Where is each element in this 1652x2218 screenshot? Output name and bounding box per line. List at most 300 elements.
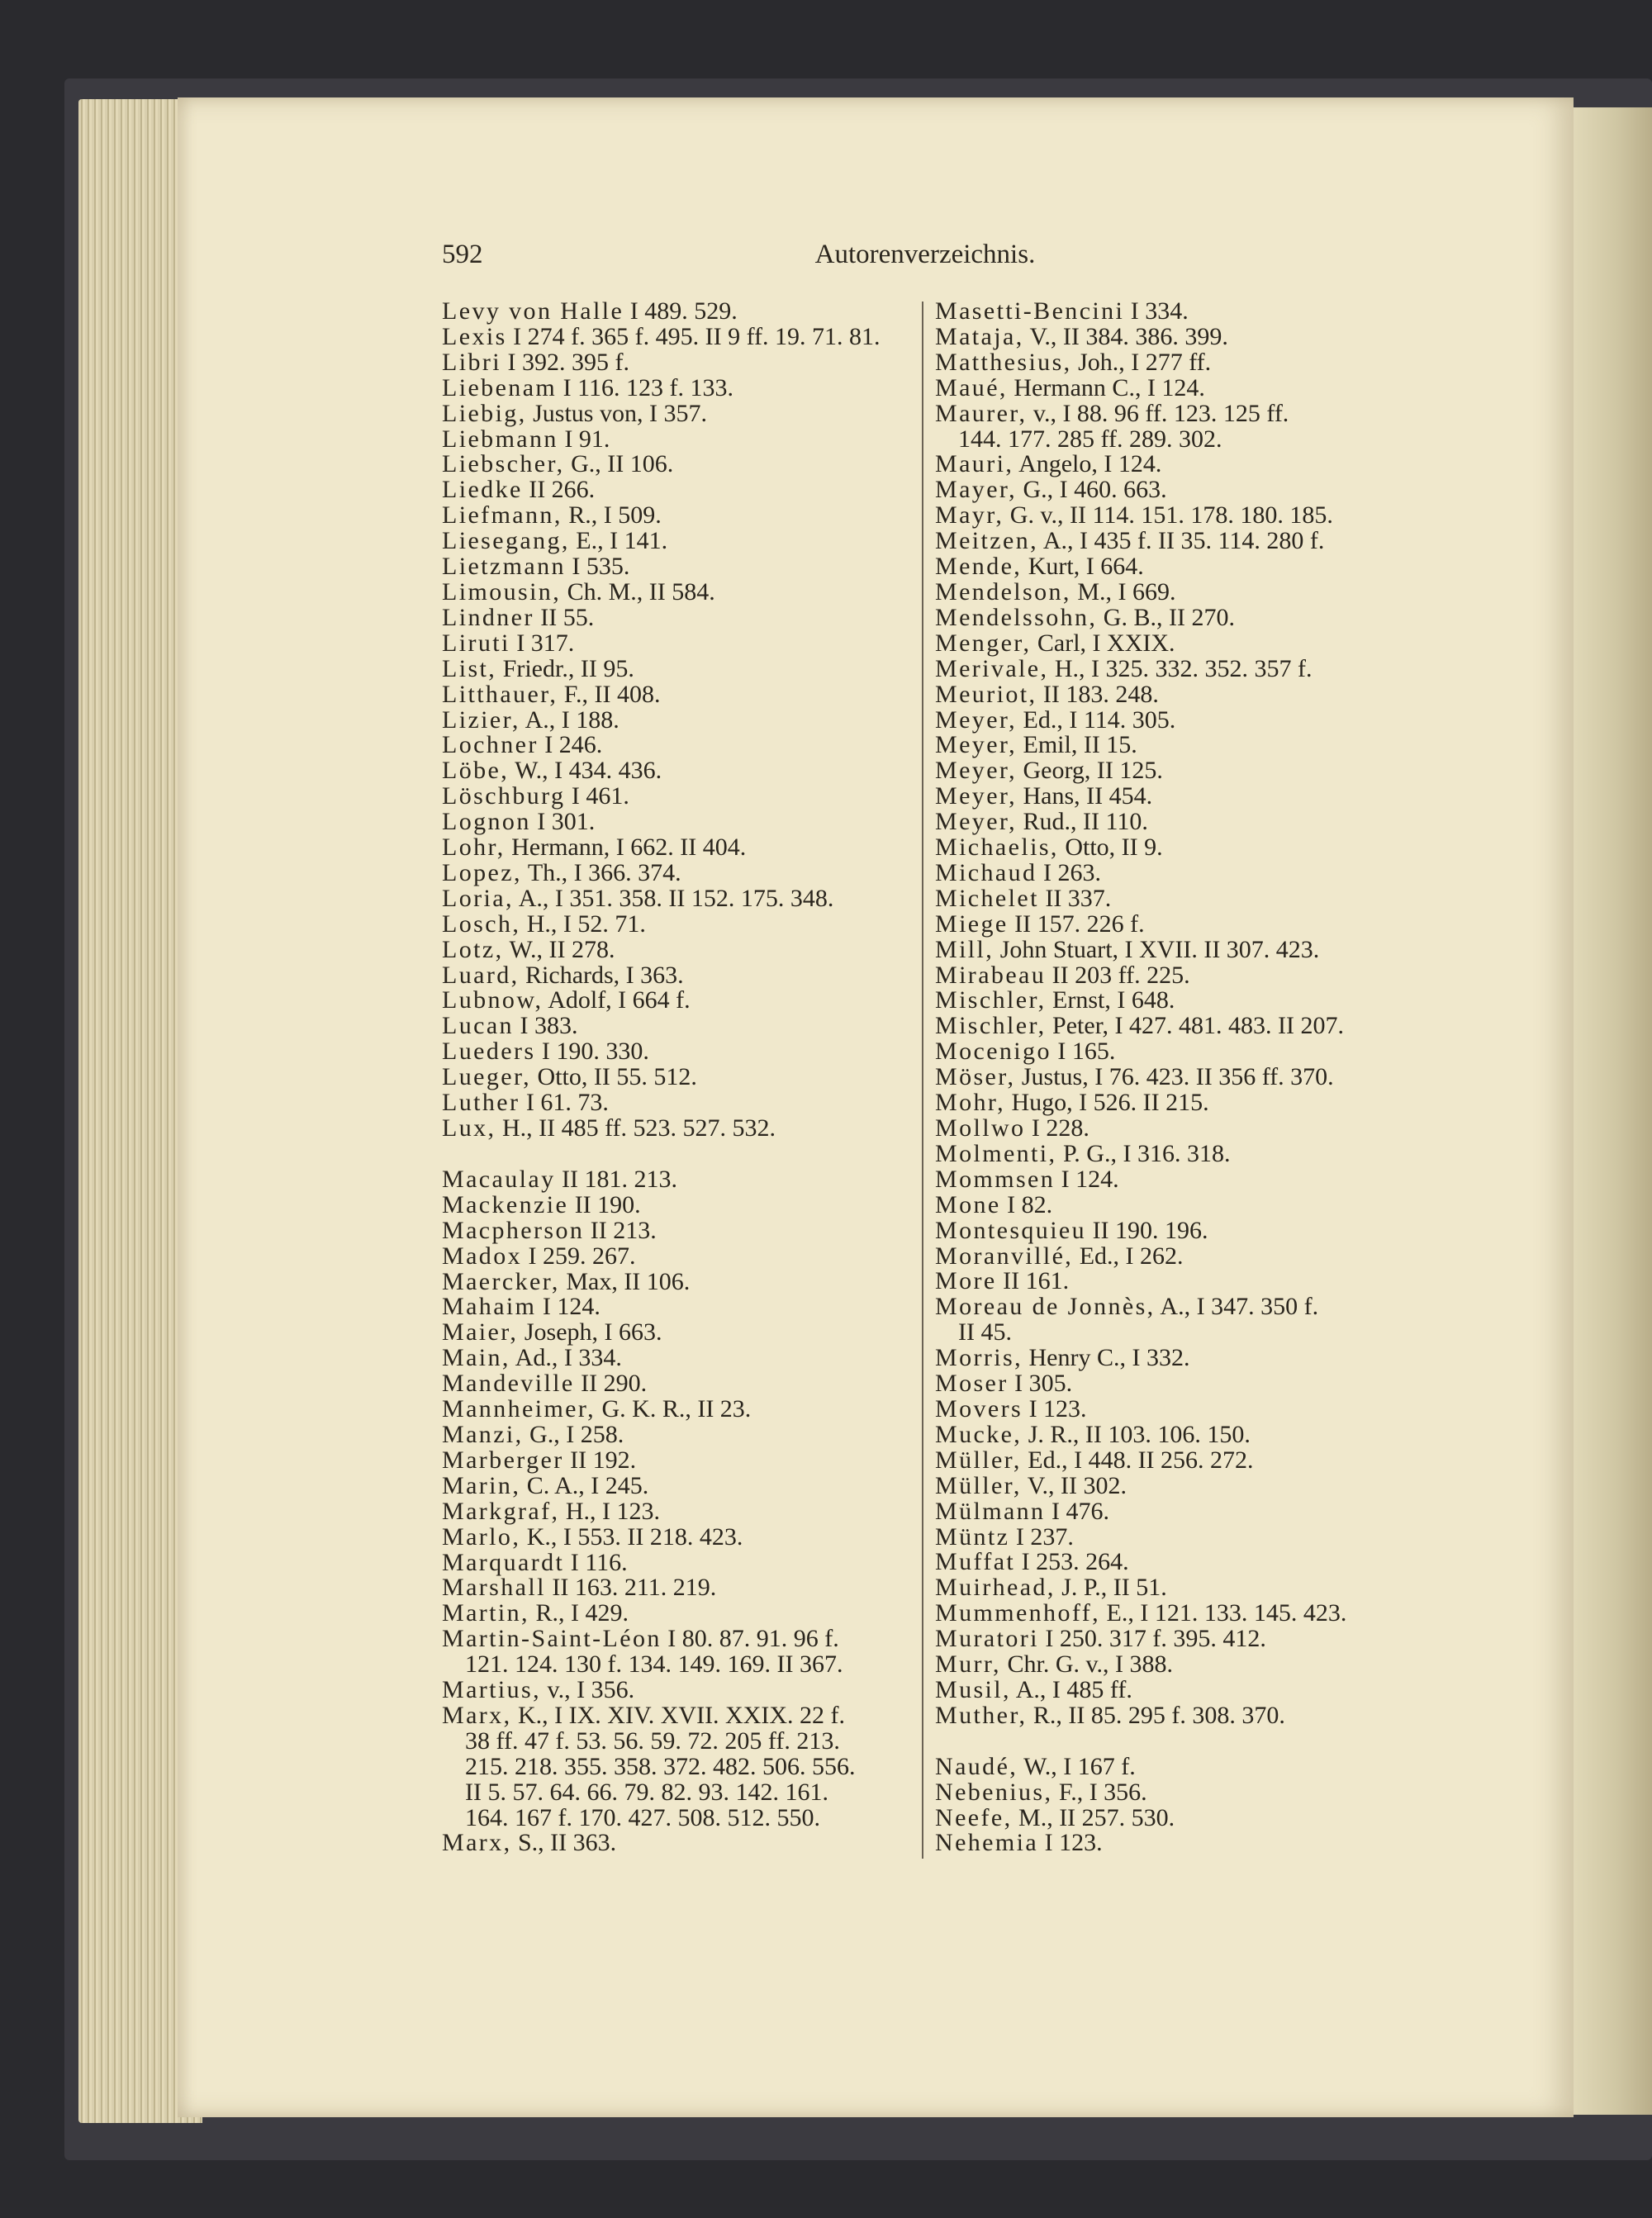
index-entry bbox=[935, 1244, 1414, 1270]
index-entry bbox=[442, 858, 913, 886]
page-references: J. R., II 103. 106. 150. bbox=[1022, 1420, 1251, 1448]
page-references: I 535. bbox=[565, 553, 630, 581]
page-references-continued: 164. 167 f. 170. 427. 508. 512. 550. bbox=[465, 1803, 820, 1831]
page-references: I 116. bbox=[564, 1548, 628, 1576]
index-entry bbox=[935, 810, 1414, 835]
index-entry bbox=[935, 1803, 1414, 1831]
author-name: Muratori bbox=[935, 1625, 1039, 1653]
author-name: Meitzen, bbox=[935, 527, 1038, 555]
index-entry bbox=[935, 912, 1414, 938]
author-name: Liebig, bbox=[442, 399, 527, 427]
page-references: Otto, II 9. bbox=[1058, 834, 1163, 862]
author-name: Marlo, bbox=[442, 1522, 521, 1551]
page-references: P. G., I 316. 318. bbox=[1056, 1139, 1231, 1167]
page-references: I 334. bbox=[1124, 297, 1189, 325]
author-name: Liedke bbox=[442, 476, 523, 504]
author-name: Michaud bbox=[935, 858, 1037, 886]
page-references: Hans, II 454. bbox=[1017, 782, 1153, 810]
index-entry bbox=[442, 529, 913, 554]
page-references: Chr. G. v., I 388. bbox=[1000, 1650, 1174, 1679]
index-entry bbox=[935, 682, 1414, 708]
page-references: I 259. 267. bbox=[522, 1242, 636, 1270]
index-entry bbox=[442, 835, 913, 861]
page-references: II 55. bbox=[534, 603, 595, 631]
page-references: I 124. bbox=[1055, 1165, 1119, 1193]
page-references: C. A., I 245. bbox=[520, 1471, 649, 1499]
page-references: II 203 ff. 225. bbox=[1046, 961, 1190, 989]
index-entry bbox=[442, 1448, 913, 1474]
page-references: Joseph, I 663. bbox=[518, 1318, 662, 1346]
page-references: I 91. bbox=[558, 425, 610, 453]
author-name: Mendelssohn, bbox=[935, 603, 1098, 631]
author-name: Martin, bbox=[442, 1599, 529, 1627]
index-entry bbox=[935, 350, 1414, 376]
author-name: Michaelis, bbox=[935, 834, 1059, 862]
author-name: Murr, bbox=[935, 1650, 1001, 1679]
page-references: Ed., I 448. II 256. 272. bbox=[1021, 1446, 1254, 1474]
index-column-right bbox=[935, 299, 1414, 1856]
author-name: Marberger bbox=[442, 1446, 564, 1474]
page-references: I 274 f. 365 f. 495. II 9 ff. 19. 71. 81. bbox=[506, 322, 881, 350]
author-name: Levy von Halle bbox=[442, 297, 624, 325]
page-references: Richards, I 363. bbox=[519, 961, 684, 989]
page-references: A., I 188. bbox=[520, 705, 620, 734]
author-name: Luard, bbox=[442, 961, 520, 989]
author-name: Lueger, bbox=[442, 1063, 532, 1091]
author-name: Mayr, bbox=[935, 501, 1004, 530]
index-entry bbox=[935, 935, 1414, 963]
index-entry bbox=[442, 1678, 913, 1703]
index-entry bbox=[442, 963, 913, 989]
index-entry bbox=[442, 350, 913, 376]
index-entry bbox=[935, 654, 1414, 682]
index-entry bbox=[442, 1090, 913, 1116]
index-entry bbox=[442, 322, 913, 350]
index-entry bbox=[442, 1371, 913, 1397]
author-name: Madox bbox=[442, 1242, 522, 1270]
author-name: Mirabeau bbox=[935, 961, 1047, 989]
page-references: II 157. 226 f. bbox=[1008, 910, 1145, 938]
page-references: I 301. bbox=[530, 808, 596, 836]
author-name: Lindner bbox=[442, 603, 534, 631]
index-entry bbox=[442, 705, 913, 734]
index-entry bbox=[935, 858, 1414, 886]
index-entry bbox=[935, 1218, 1414, 1244]
page-references: I 123. bbox=[1038, 1829, 1103, 1857]
author-name: Mayer, bbox=[935, 476, 1017, 504]
column-divider bbox=[922, 302, 923, 1859]
index-entry bbox=[935, 886, 1414, 912]
page-references: G. B., II 270. bbox=[1097, 603, 1235, 631]
index-entry bbox=[442, 988, 913, 1014]
page-references: I 190. 330. bbox=[535, 1038, 649, 1066]
author-name: Moser bbox=[935, 1370, 1009, 1398]
page-references: I 317. bbox=[510, 629, 575, 657]
index-entry bbox=[935, 1139, 1414, 1167]
index-entry bbox=[442, 1575, 913, 1601]
index-entry bbox=[442, 1244, 913, 1270]
index-entry bbox=[935, 1703, 1414, 1729]
page-references: I 228. bbox=[1025, 1114, 1089, 1142]
running-title: Autorenverzeichnis. bbox=[814, 240, 1036, 269]
author-name: Macpherson bbox=[442, 1216, 585, 1244]
author-name: Litthauer, bbox=[442, 680, 558, 708]
author-name: Losch, bbox=[442, 910, 521, 938]
author-name: Meyer, bbox=[935, 705, 1017, 734]
page-references: W., I 434. 436. bbox=[509, 757, 662, 785]
page-references: II 192. bbox=[563, 1446, 637, 1474]
index-entry bbox=[935, 1422, 1414, 1448]
page-references: F., II 408. bbox=[558, 680, 661, 708]
page-references: II 161. bbox=[996, 1267, 1070, 1295]
author-name: Meyer, bbox=[935, 782, 1017, 810]
index-entry bbox=[935, 401, 1414, 453]
index-entry bbox=[935, 835, 1414, 861]
index-entry bbox=[935, 1167, 1414, 1193]
page-references-continued: II 45. bbox=[958, 1318, 1012, 1346]
author-name: More bbox=[935, 1267, 997, 1295]
index-entry bbox=[442, 1422, 913, 1448]
author-name: Neefe, bbox=[935, 1803, 1013, 1831]
page-references: v., I 356. bbox=[541, 1676, 635, 1704]
page-references: H., I 52. 71. bbox=[520, 910, 646, 938]
author-name: Matthesius, bbox=[935, 348, 1072, 376]
index-entry bbox=[442, 631, 913, 657]
index-entry bbox=[442, 1522, 913, 1551]
page-references: Carl, I XXIX. bbox=[1031, 629, 1175, 657]
index-entry bbox=[442, 1831, 913, 1856]
index-entry bbox=[935, 1471, 1414, 1499]
page-number: 592 bbox=[442, 240, 483, 269]
author-name: Lizier, bbox=[442, 705, 520, 734]
page-references: J. P., II 51. bbox=[1055, 1574, 1167, 1602]
author-name: Main, bbox=[442, 1344, 510, 1372]
index-entry bbox=[935, 503, 1414, 529]
author-name: Muffat bbox=[935, 1548, 1016, 1576]
author-name: Liebmann bbox=[442, 425, 558, 453]
index-entry bbox=[935, 1522, 1414, 1551]
author-name: Masetti-Bencini bbox=[935, 297, 1125, 325]
page-references: Kurt, I 664. bbox=[1022, 553, 1144, 581]
page-references: W., II 278. bbox=[503, 935, 615, 963]
page-references: I 489. 529. bbox=[624, 297, 738, 325]
page-references: Hermann, I 662. II 404. bbox=[505, 834, 747, 862]
index-entry bbox=[442, 452, 913, 477]
index-entry bbox=[935, 758, 1414, 784]
index-entry bbox=[935, 733, 1414, 758]
author-name: Maercker, bbox=[442, 1267, 560, 1295]
author-name: Lucan bbox=[442, 1012, 514, 1040]
author-name: Lux, bbox=[442, 1114, 496, 1142]
page-references: A., I 435 f. II 35. 114. 280 f. bbox=[1038, 527, 1325, 555]
page-references: G. v., II 114. 151. 178. 180. 185. bbox=[1004, 501, 1333, 530]
author-name: Muirhead, bbox=[935, 1574, 1056, 1602]
author-name: Morris, bbox=[935, 1344, 1023, 1372]
index-entry bbox=[935, 1394, 1414, 1422]
author-name: Marin, bbox=[442, 1471, 521, 1499]
index-entry bbox=[935, 1039, 1414, 1065]
page-references: I 461. bbox=[565, 782, 629, 810]
page-references: Justus, I 76. 423. II 356 ff. 370. bbox=[1015, 1063, 1334, 1091]
author-name: Liebenam bbox=[442, 373, 558, 401]
index-entry bbox=[442, 1499, 913, 1525]
index-entry bbox=[442, 1065, 913, 1090]
index-entry bbox=[935, 322, 1414, 350]
section-gap bbox=[442, 1142, 913, 1167]
author-name: Lubnow, bbox=[442, 986, 544, 1014]
page-references: E., I 121. 133. 145. 423. bbox=[1100, 1599, 1347, 1627]
page-references: R., II 85. 295 f. 308. 370. bbox=[1027, 1701, 1285, 1729]
author-name: Mucke, bbox=[935, 1420, 1023, 1448]
page-references: I 124. bbox=[536, 1293, 601, 1321]
author-name: Maué, bbox=[935, 373, 1008, 401]
author-name: Lohr, bbox=[442, 834, 506, 862]
page-references: Henry C., I 332. bbox=[1022, 1344, 1190, 1372]
page-references-continued: II 5. 57. 64. 66. 79. 82. 93. 142. 161. bbox=[465, 1778, 828, 1806]
page-references: I 263. bbox=[1037, 858, 1101, 886]
author-name: Lexis bbox=[442, 322, 507, 350]
index-entry bbox=[442, 401, 913, 427]
page-references: Hugo, I 526. II 215. bbox=[1004, 1089, 1209, 1117]
author-name: Mummenhoff, bbox=[935, 1599, 1100, 1627]
page-references-continued: 121. 124. 130 f. 134. 149. 169. II 367. bbox=[465, 1650, 843, 1679]
page-references: F., I 356. bbox=[1052, 1778, 1147, 1806]
author-name: Lopez, bbox=[442, 858, 522, 886]
page-references: II 337. bbox=[1038, 884, 1112, 912]
author-name: Marshall bbox=[442, 1574, 546, 1602]
index-entry bbox=[442, 810, 913, 835]
author-name: Meyer, bbox=[935, 808, 1017, 836]
page-references: M., I 669. bbox=[1070, 577, 1176, 606]
page-references: S., II 363. bbox=[511, 1829, 617, 1857]
author-name: Manzi, bbox=[442, 1420, 524, 1448]
page-references: K., I IX. XIV. XVII. XXIX. 22 f. bbox=[511, 1701, 846, 1729]
index-entry bbox=[442, 1346, 913, 1371]
index-entry bbox=[442, 427, 913, 453]
author-name: Meuriot, bbox=[935, 680, 1037, 708]
page-references: I 250. 317 f. 395. 412. bbox=[1038, 1625, 1266, 1653]
index-entry bbox=[935, 1831, 1414, 1856]
page-references: I 305. bbox=[1008, 1370, 1073, 1398]
page-references: G., I 258. bbox=[523, 1420, 624, 1448]
author-name: Mandeville bbox=[442, 1370, 575, 1398]
index-entry bbox=[442, 1218, 913, 1244]
page-references: Max, II 106. bbox=[559, 1267, 691, 1295]
index-entry bbox=[935, 1116, 1414, 1142]
author-name: Marx, bbox=[442, 1701, 512, 1729]
index-entry bbox=[442, 603, 913, 631]
page-references: II 190. bbox=[568, 1190, 641, 1218]
index-entry bbox=[442, 1471, 913, 1499]
author-name: Mende, bbox=[935, 553, 1023, 581]
index-entry bbox=[935, 1627, 1414, 1652]
index-entry bbox=[935, 554, 1414, 580]
index-entry bbox=[935, 963, 1414, 989]
index-entry bbox=[442, 1116, 913, 1142]
author-name: Nehemia bbox=[935, 1829, 1039, 1857]
index-entry bbox=[935, 1675, 1414, 1703]
page-references: G. K. R., II 23. bbox=[595, 1395, 752, 1423]
page-references: II 163. 211. 219. bbox=[545, 1574, 717, 1602]
author-name: Mohr, bbox=[935, 1089, 1005, 1117]
index-entry bbox=[442, 784, 913, 810]
page-references-continued: 38 ff. 47 f. 53. 56. 59. 72. 205 ff. 213. bbox=[465, 1726, 840, 1755]
index-entry bbox=[442, 1320, 913, 1346]
page-references: A., I 351. 358. II 152. 175. 348. bbox=[513, 884, 834, 912]
index-entry bbox=[935, 1294, 1414, 1346]
index-entry bbox=[935, 452, 1414, 477]
index-entry bbox=[442, 1014, 913, 1039]
author-name: Miege bbox=[935, 910, 1009, 938]
index-entry bbox=[442, 1601, 913, 1627]
page-references: Angelo, I 124. bbox=[1014, 450, 1162, 478]
index-entry bbox=[935, 1752, 1414, 1780]
author-name: Mischler, bbox=[935, 1012, 1047, 1040]
index-entry bbox=[442, 1167, 913, 1193]
author-name: Mendelson, bbox=[935, 577, 1071, 606]
index-entry bbox=[935, 631, 1414, 657]
author-name: Lognon bbox=[442, 808, 531, 836]
index-entry bbox=[442, 912, 913, 938]
page-references: I 82. bbox=[1000, 1190, 1053, 1218]
index-entry bbox=[442, 1627, 913, 1678]
author-name: Muther, bbox=[935, 1701, 1028, 1729]
author-name: Mauri, bbox=[935, 450, 1014, 478]
index-entry bbox=[442, 1190, 913, 1218]
index-entry bbox=[935, 1601, 1414, 1627]
page-references: Emil, II 15. bbox=[1017, 731, 1137, 759]
index-entry bbox=[442, 886, 913, 912]
index-entry bbox=[442, 758, 913, 784]
index-entry bbox=[935, 1065, 1414, 1090]
index-entry bbox=[442, 477, 913, 503]
index-entry bbox=[442, 1703, 913, 1831]
author-name: Mülmann bbox=[935, 1497, 1046, 1525]
index-entry bbox=[442, 1548, 913, 1576]
author-name: Marx, bbox=[442, 1829, 512, 1857]
index-entry bbox=[935, 603, 1414, 631]
page-references: W., I 167 f. bbox=[1018, 1752, 1136, 1780]
page-references: II 213. bbox=[584, 1216, 657, 1244]
index-entry bbox=[442, 299, 913, 325]
index-entry bbox=[935, 577, 1414, 606]
page-references: H., II 485 ff. 523. 527. 532. bbox=[496, 1114, 776, 1142]
index-entry bbox=[442, 654, 913, 682]
page-references: E., I 141. bbox=[569, 527, 668, 555]
author-name: Müller, bbox=[935, 1471, 1022, 1499]
page-references: Adolf, I 664 f. bbox=[543, 986, 691, 1014]
index-entry bbox=[935, 1269, 1414, 1294]
facing-page-edge bbox=[1565, 107, 1652, 2115]
index-entry bbox=[442, 373, 913, 401]
page-references: I 246. bbox=[538, 731, 603, 759]
author-name: Liruti bbox=[442, 629, 510, 657]
page-references: Ad., I 334. bbox=[510, 1344, 622, 1372]
page-references: I 383. bbox=[513, 1012, 578, 1040]
index-entry bbox=[442, 935, 913, 963]
page-references: G., I 460. 663. bbox=[1017, 476, 1167, 504]
page-references: R., I 429. bbox=[529, 1599, 629, 1627]
page-references: I 476. bbox=[1045, 1497, 1109, 1525]
author-name: Mischler, bbox=[935, 986, 1047, 1014]
index-entry bbox=[935, 1780, 1414, 1806]
index-entry bbox=[935, 477, 1414, 503]
page-references: II 181. 213. bbox=[555, 1165, 677, 1193]
page-references: Ed., I 262. bbox=[1073, 1242, 1184, 1270]
page-references: John Stuart, I XVII. II 307. 423. bbox=[994, 935, 1320, 963]
author-name: Löschburg bbox=[442, 782, 566, 810]
author-name: Mone bbox=[935, 1190, 1001, 1218]
author-name: Macaulay bbox=[442, 1165, 556, 1193]
author-name: Luther bbox=[442, 1089, 520, 1117]
page-references: Ernst, I 648. bbox=[1046, 986, 1175, 1014]
page-references: Georg, II 125. bbox=[1017, 757, 1163, 785]
author-name: Markgraf, bbox=[442, 1497, 560, 1525]
page-references: I 116. 123 f. 133. bbox=[557, 373, 734, 401]
index-entry bbox=[442, 682, 913, 708]
author-name: Meyer, bbox=[935, 731, 1017, 759]
index-entry bbox=[935, 1499, 1414, 1525]
author-name: Molmenti, bbox=[935, 1139, 1057, 1167]
index-entry bbox=[935, 1014, 1414, 1039]
author-name: Maurer, bbox=[935, 399, 1028, 427]
index-entry bbox=[935, 988, 1414, 1014]
author-name: Libri bbox=[442, 348, 501, 376]
index-entry bbox=[935, 1448, 1414, 1474]
author-name: Lietzmann bbox=[442, 553, 566, 581]
index-entry bbox=[442, 1397, 913, 1422]
index-entry bbox=[442, 503, 913, 529]
page-references: M., II 257. 530. bbox=[1012, 1803, 1175, 1831]
page-references: V., II 384. 386. 399. bbox=[1023, 322, 1228, 350]
page-references: I 392. 395 f. bbox=[501, 348, 629, 376]
author-name: Moreau de Jonnès, bbox=[935, 1293, 1156, 1321]
page-references: I 165. bbox=[1051, 1038, 1116, 1066]
index-entry bbox=[935, 705, 1414, 734]
page-references-continued: 144. 177. 285 ff. 289. 302. bbox=[958, 425, 1222, 453]
author-name: Lochner bbox=[442, 731, 539, 759]
page-references: K., I 553. II 218. 423. bbox=[520, 1522, 743, 1551]
author-name: Lotz, bbox=[442, 935, 504, 963]
author-name: Mommsen bbox=[935, 1165, 1056, 1193]
author-name: Naudé, bbox=[935, 1752, 1018, 1780]
page-header bbox=[442, 240, 1408, 281]
index-entry bbox=[935, 1346, 1414, 1371]
page-references: A., I 485 ff. bbox=[1010, 1675, 1132, 1703]
author-name: Movers bbox=[935, 1394, 1023, 1422]
index-entry bbox=[935, 1575, 1414, 1601]
page-references: Peter, I 427. 481. 483. II 207. bbox=[1046, 1012, 1344, 1040]
author-name: Martin-Saint-Léon bbox=[442, 1625, 662, 1653]
page-references: I 80. 87. 91. 96 f. bbox=[661, 1625, 839, 1653]
index-entry bbox=[442, 1294, 913, 1320]
author-name: Menger, bbox=[935, 629, 1032, 657]
author-name: Löbe, bbox=[442, 757, 510, 785]
page-references: A., I 347. 350 f. bbox=[1155, 1293, 1319, 1321]
author-name: Meyer, bbox=[935, 757, 1017, 785]
page-references: H., I 325. 332. 352. 357 f. bbox=[1048, 654, 1313, 682]
index-entry bbox=[935, 529, 1414, 554]
index-entry bbox=[442, 1267, 913, 1295]
page-references: V., II 302. bbox=[1021, 1471, 1127, 1499]
page-references: Th., I 366. 374. bbox=[521, 858, 681, 886]
author-name: Martius, bbox=[442, 1676, 542, 1704]
page-references: Ed., I 114. 305. bbox=[1017, 705, 1176, 734]
author-name: Möser, bbox=[935, 1063, 1016, 1091]
page-references: v., I 88. 96 ff. 123. 125 ff. bbox=[1027, 399, 1289, 427]
page-references: G., II 106. bbox=[564, 450, 674, 478]
page-references: I 61. 73. bbox=[520, 1089, 609, 1117]
